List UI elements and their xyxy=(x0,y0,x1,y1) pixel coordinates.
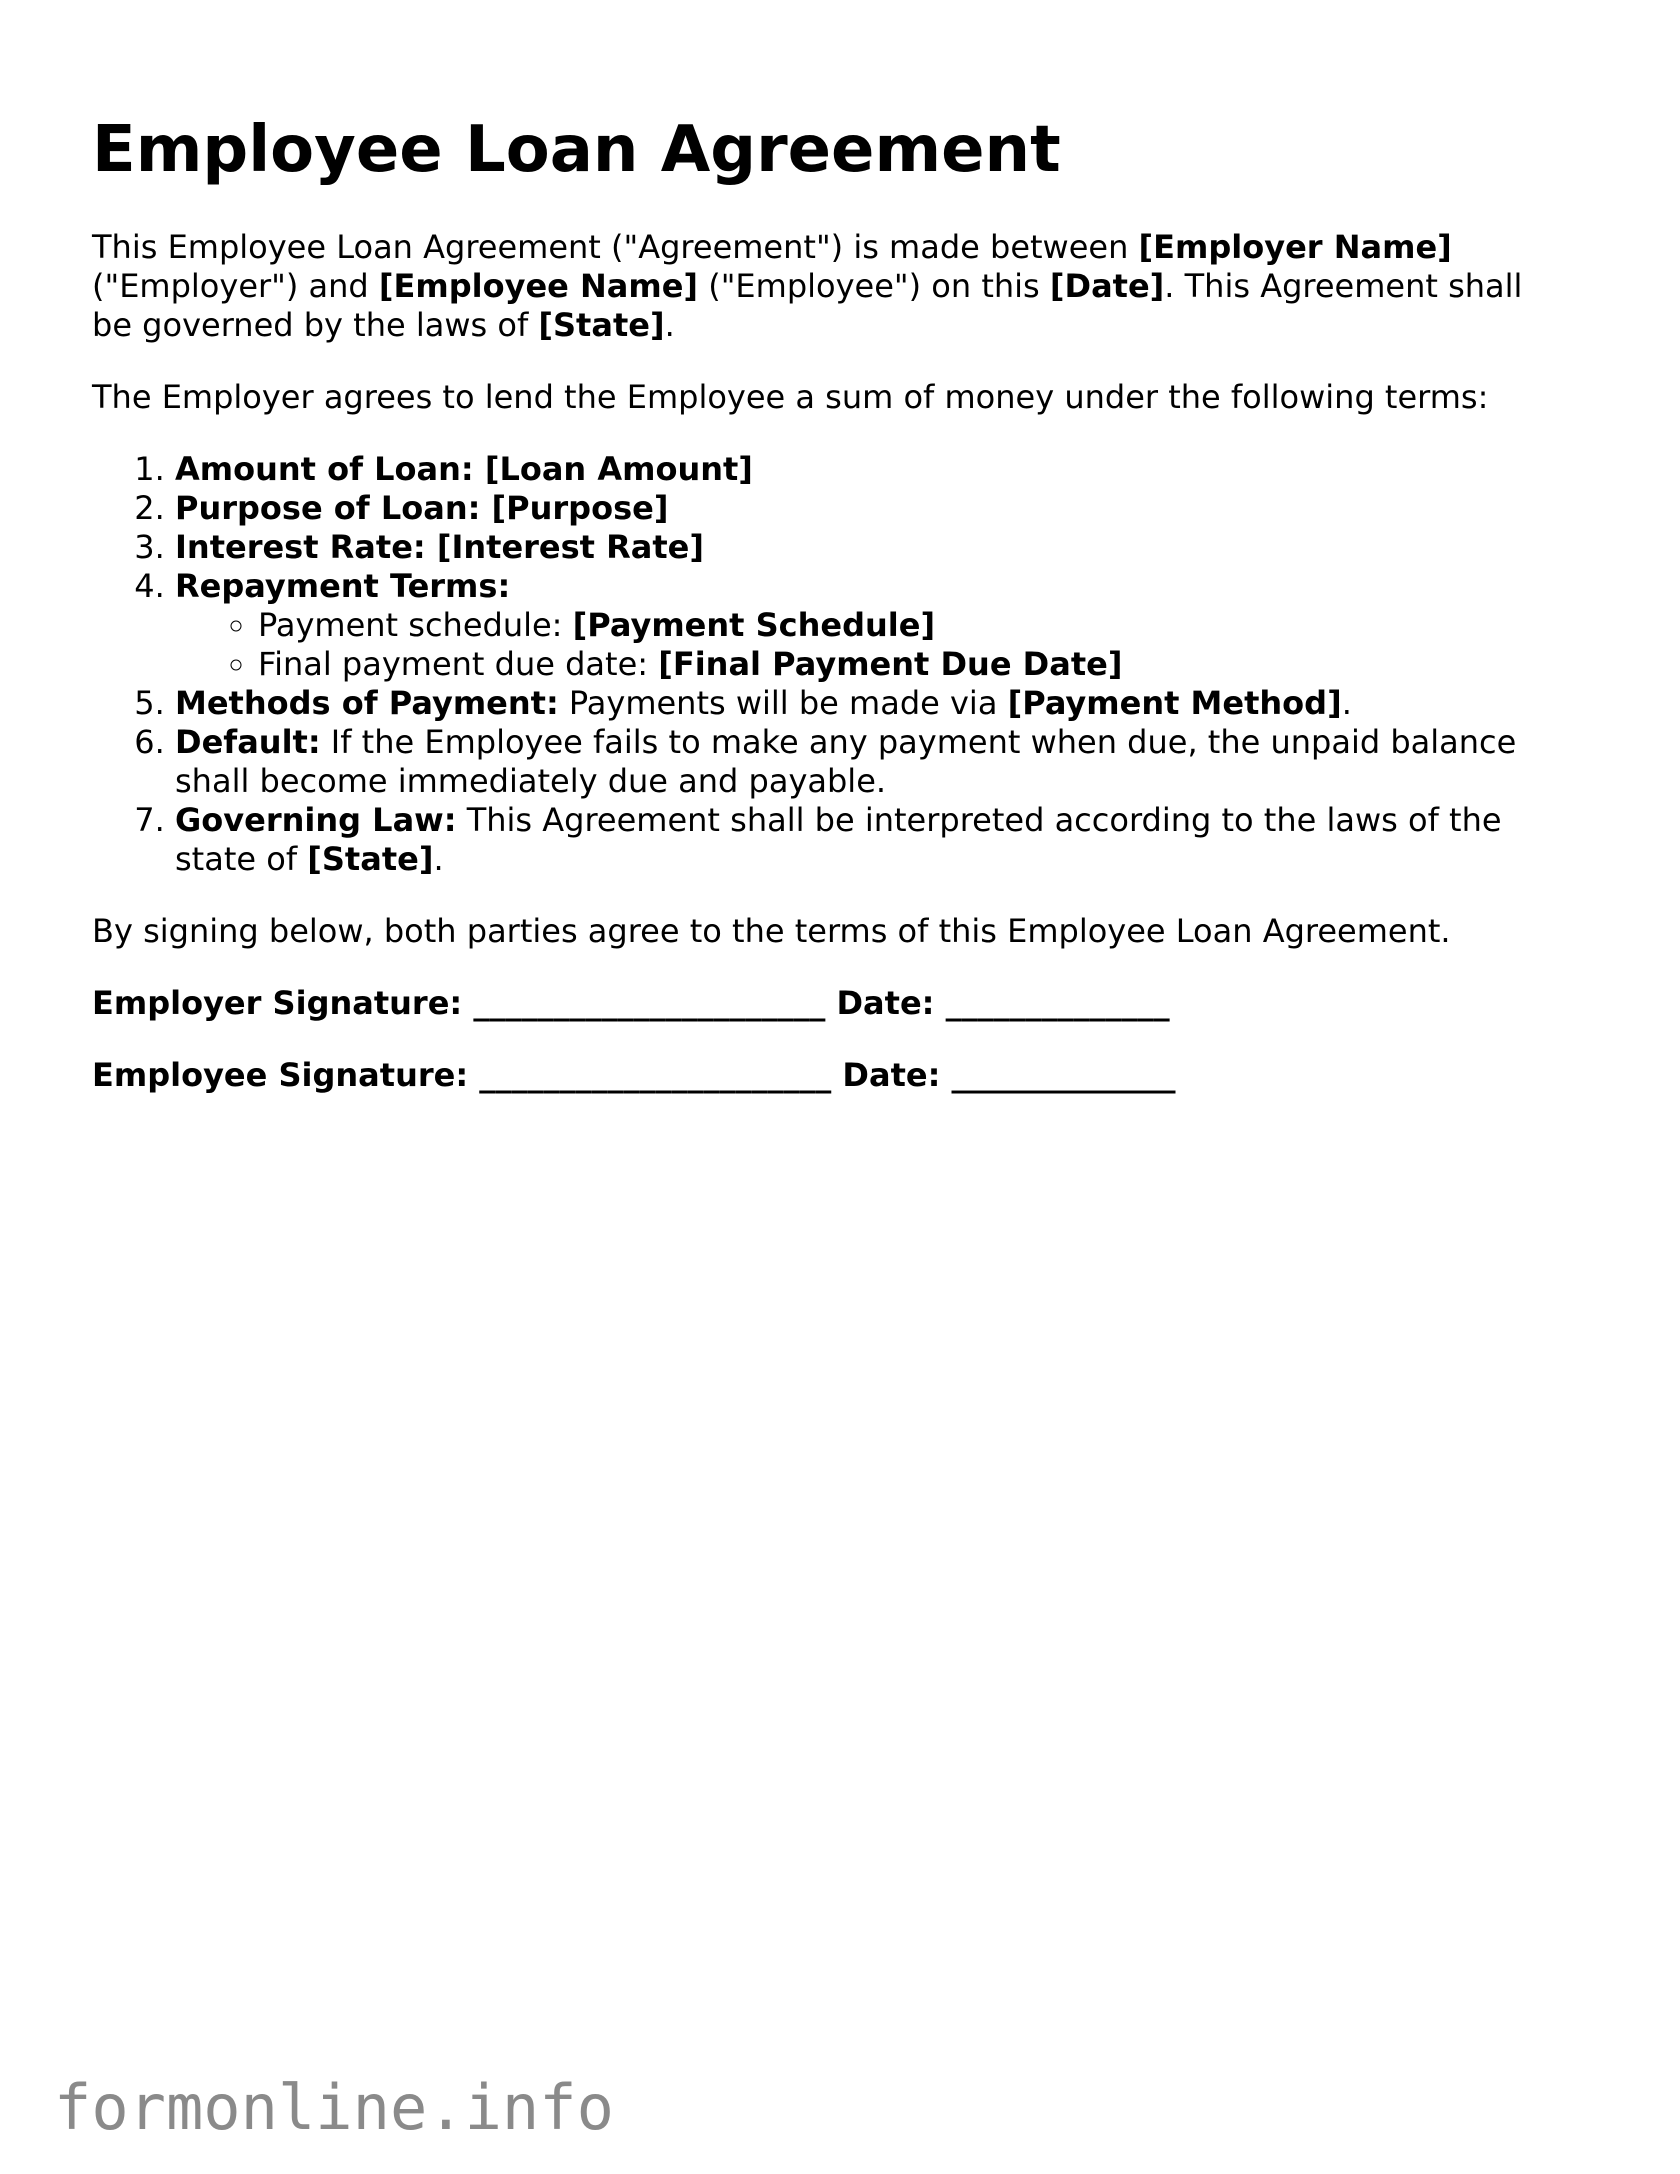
repayment-sublist xyxy=(175,606,1572,684)
terms-list xyxy=(92,450,1572,879)
final-due-placeholder: [Final Payment Due Date] xyxy=(658,645,1123,683)
intro-text-5: . xyxy=(664,306,675,344)
term-purpose-text: Purpose of Loan: [Purpose] xyxy=(175,489,669,527)
term-governing-law xyxy=(175,801,1572,879)
subterm-final-due xyxy=(258,645,1572,684)
watermark-text: formonline.info xyxy=(54,2071,614,2144)
governing-law-text: This Agreement shall be interpreted according to the laws of the state of xyxy=(175,801,1502,878)
term-purpose xyxy=(175,489,1572,528)
intro-text-1: This Employee Loan Agreement ("Agreement") is made between xyxy=(92,228,1139,266)
term-repayment-label: Repayment Terms: xyxy=(175,567,511,605)
closing-paragraph: By signing below, both parties agree to the terms of this Employee Loan Agreement. xyxy=(92,912,1451,950)
employee-name-placeholder: [Employee Name] xyxy=(378,267,699,305)
default-label: Default: xyxy=(175,723,321,761)
date-placeholder: [Date] xyxy=(1049,267,1165,305)
methods-end: . xyxy=(1341,684,1352,722)
governing-law-label: Governing Law: xyxy=(175,801,457,839)
document-title: Employee Loan Agreement xyxy=(92,113,1061,187)
term-methods xyxy=(175,684,1572,723)
term-repayment xyxy=(175,567,1572,684)
methods-text: Payments will be made via xyxy=(558,684,1008,722)
state-placeholder: [State] xyxy=(538,306,665,344)
law-state-placeholder: [State] xyxy=(307,840,434,878)
employee-signature-line: Employee Signature: ______________________ Date: ______________ xyxy=(92,1056,1176,1094)
term-amount xyxy=(175,450,1572,489)
term-interest-text: Interest Rate: [Interest Rate] xyxy=(175,528,704,566)
governing-law-end: . xyxy=(433,840,444,878)
terms-lead-paragraph: The Employer agrees to lend the Employee a sum of money under the following terms: xyxy=(92,378,1489,416)
term-default xyxy=(175,723,1572,801)
payment-method-placeholder: [Payment Method] xyxy=(1007,684,1342,722)
default-text: If the Employee fails to make any payment when due, the unpaid balance shall become immediately due and payable. xyxy=(175,723,1517,800)
document-page xyxy=(92,112,1572,1128)
final-due-label: Final payment due date: xyxy=(258,645,659,683)
intro-text-3: ("Employee") on this xyxy=(698,267,1050,305)
intro-paragraph xyxy=(92,228,1572,345)
employer-name-placeholder: [Employer Name] xyxy=(1138,228,1452,266)
schedule-placeholder: [Payment Schedule] xyxy=(572,606,936,644)
intro-text-4: . This Agreement shall be governed by the laws of xyxy=(92,267,1523,344)
subterm-schedule xyxy=(258,606,1572,645)
intro-text-2: ("Employer") and xyxy=(92,267,379,305)
term-interest xyxy=(175,528,1572,567)
term-amount-text: Amount of Loan: [Loan Amount] xyxy=(175,450,753,488)
methods-label: Methods of Payment: xyxy=(175,684,559,722)
schedule-label: Payment schedule: xyxy=(258,606,573,644)
employer-signature-line: Employer Signature: ______________________ Date: ______________ xyxy=(92,984,1170,1022)
